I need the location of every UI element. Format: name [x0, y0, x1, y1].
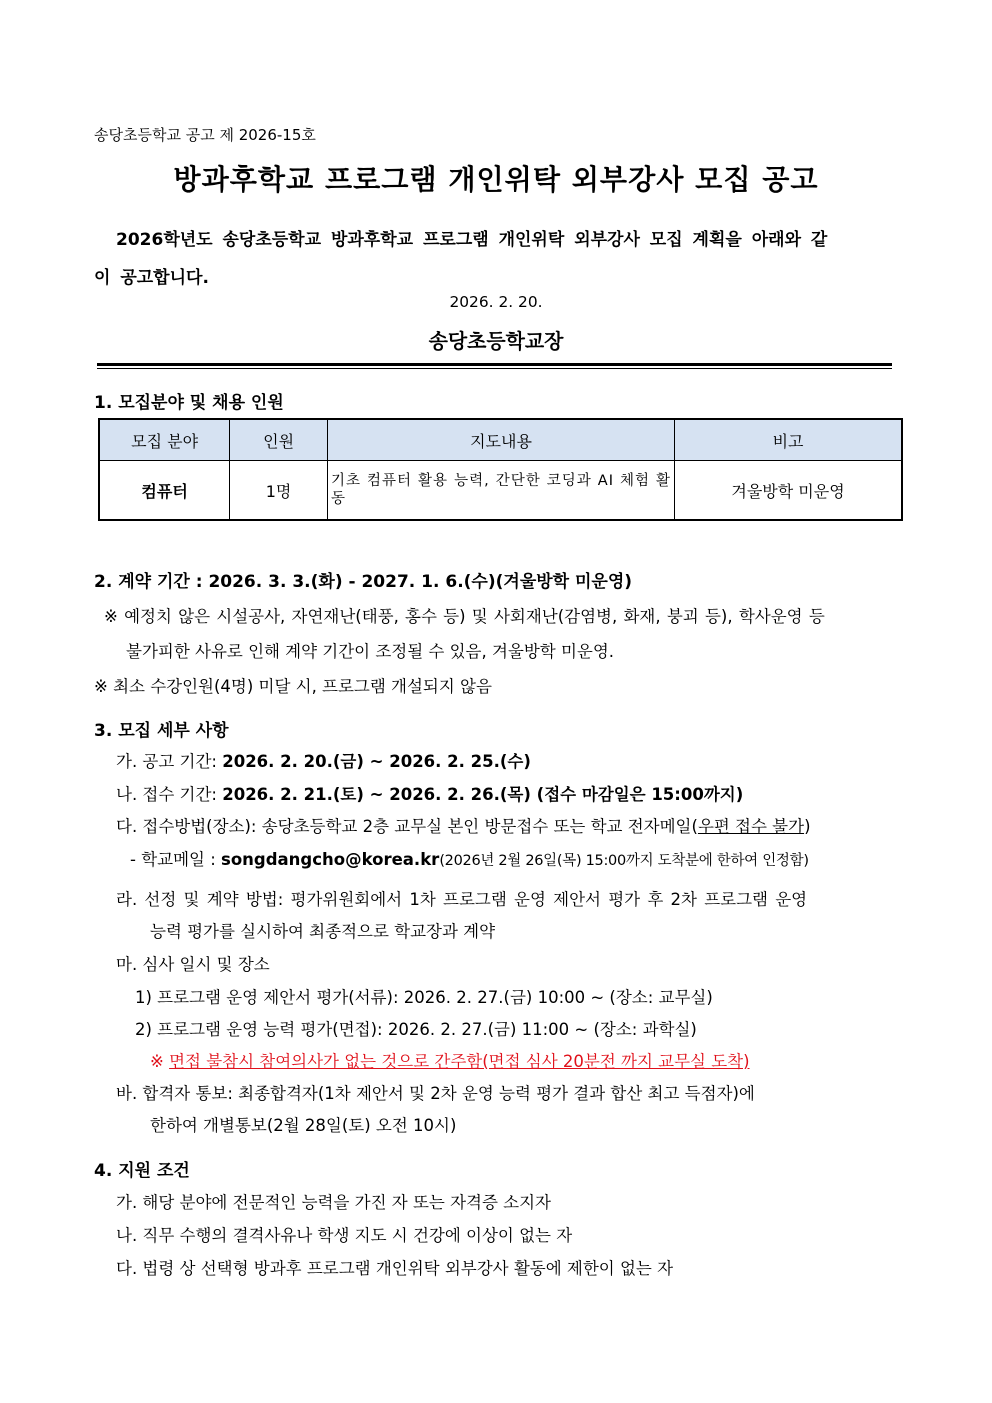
review-schedule-heading: 마. 심사 일시 및 장소: [116, 955, 270, 974]
application-period-label: 나. 접수 기간:: [116, 785, 223, 804]
list-item: 나. 직무 수행의 결격사유나 학생 지도 시 건강에 이상이 없는 자: [116, 1226, 573, 1245]
section1-heading: 1. 모집분야 및 채용 인원: [94, 393, 284, 413]
warning-mark: ※: [150, 1052, 170, 1071]
selection-method-line1: 라. 선정 및 계약 방법: 평가위원회에서 1차 프로그램 운영 제안서 평가 후 2차 프로그램 운영: [116, 890, 808, 909]
review-item-interview: 2) 프로그램 운영 능력 평가(면접): 2026. 2. 27.(금) 11:00 ~ (장소: 과학실): [135, 1020, 697, 1039]
announcement-period-value: 2026. 2. 20.(금) ~ 2026. 2. 25.(수): [222, 752, 531, 771]
table-header-row: [99, 419, 902, 461]
notice-number: 송당초등학교 공고 제 2026-15호: [94, 126, 316, 144]
result-notice-line2: 한하여 개별통보(2월 28일(토) 오전 10시): [150, 1116, 457, 1135]
application-method-close: ): [804, 817, 811, 836]
section4-heading: 4. 지원 조건: [94, 1161, 190, 1181]
header-divider-thin: [97, 368, 892, 369]
application-period-value: 2026. 2. 21.(토) ~ 2026. 2. 26.(목) (접수 마감일은 15:00까지): [222, 785, 744, 804]
issuer-name: 송당초등학교장: [428, 329, 564, 353]
application-method-text: 다. 접수방법(장소): 송당초등학교 2층 교무실 본인 방문접수 또는 학교 전자메일(: [116, 817, 698, 836]
intro-text-line2: 이 공고합니다.: [94, 268, 209, 288]
announcement-period-label: 가. 공고 기간:: [116, 752, 223, 771]
school-email[interactable]: songdangcho@korea.kr: [221, 850, 440, 869]
school-email-line: [130, 846, 809, 870]
application-period: [116, 781, 743, 805]
intro-text-line1: 2026학년도 송당초등학교 방과후학교 프로그램 개인위탁 외부강사 모집 계획을 아래와 같: [116, 230, 828, 250]
cell-content: 기초 컴퓨터 활용 능력, 간단한 코딩과 AI 체험 활동: [327, 461, 674, 521]
list-item: 가. 해당 분야에 전문적인 능력을 가진 자 또는 자격증 소지자: [116, 1193, 551, 1212]
cell-field: 컴퓨터: [99, 461, 230, 521]
recruitment-table: [98, 418, 903, 521]
selection-method-line2: 능력 평가를 실시하여 최종적으로 학교장과 계약: [150, 922, 496, 941]
no-mail-notice: 우편 접수 불가: [697, 817, 805, 836]
review-item-documents: 1) 프로그램 운영 제안서 평가(서류): 2026. 2. 27.(금) 10:00 ~ (장소: 교무실): [135, 988, 713, 1007]
table-row: [99, 461, 902, 521]
page-title: 방과후학교 프로그램 개인위탁 외부강사 모집 공고: [173, 163, 819, 196]
contract-note1-line1: ※ 예정치 않은 시설공사, 자연재난(태풍, 홍수 등) 및 사회재난(감염병, 화재, 붕괴 등), 학사운영 등: [104, 607, 825, 626]
section3-heading: 3. 모집 세부 사항: [94, 721, 229, 741]
interview-warning: [150, 1048, 750, 1072]
email-deadline-note: (2026년 2월 26일(목) 15:00까지 도착분에 한하여 인정함): [439, 853, 809, 869]
column-header-field: 모집 분야: [99, 419, 230, 461]
cell-count: 1명: [230, 461, 328, 521]
notice-date: 2026. 2. 20.: [449, 293, 543, 311]
announcement-period: [116, 748, 531, 772]
email-label: - 학교메일 :: [130, 850, 222, 869]
section2-heading: 2. 계약 기간 : 2026. 3. 3.(화) - 2027. 1. 6.(수)(겨울방학 미운영): [94, 572, 633, 592]
column-header-content: 지도내용: [327, 419, 674, 461]
list-item: 다. 법령 상 선택형 방과후 프로그램 개인위탁 외부강사 활동에 제한이 없는 자: [116, 1259, 674, 1278]
column-header-count: 인원: [230, 419, 328, 461]
result-notice-line1: 바. 합격자 통보: 최종합격자(1차 제안서 및 2차 운영 능력 평가 결과 합산 최고 득점자)에: [116, 1084, 755, 1103]
application-method: [116, 813, 811, 837]
header-divider-thick: [97, 363, 892, 366]
column-header-note: 비고: [675, 419, 902, 461]
contract-note1-line2: 불가피한 사유로 인해 계약 기간이 조정될 수 있음, 겨울방학 미운영.: [126, 642, 615, 661]
interview-warning-text: 면접 불참시 참여의사가 없는 것으로 간주함(면접 심사 20분전 까지 교무실 도착): [169, 1052, 750, 1071]
contract-note2: ※ 최소 수강인원(4명) 미달 시, 프로그램 개설되지 않음: [94, 677, 492, 696]
cell-note: 겨울방학 미운영: [675, 461, 902, 521]
